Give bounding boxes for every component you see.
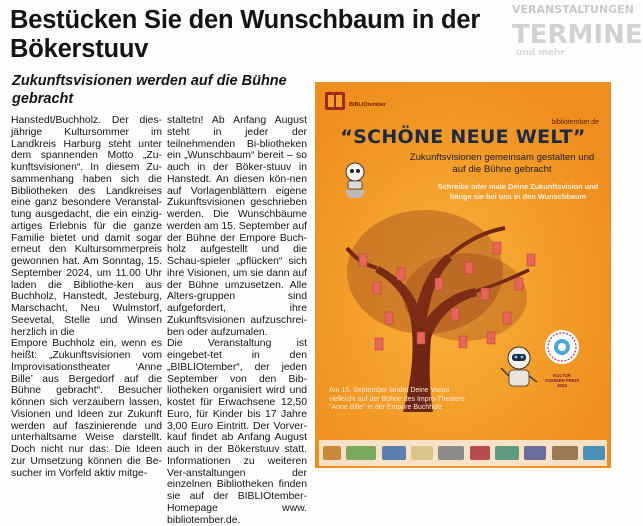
sponsor-logo bbox=[524, 446, 546, 460]
sponsor-logo bbox=[470, 446, 490, 460]
article-column-1: Hanstedt/Buchholz. Der dies-jährige Kultursommer im Landkreis Harburg steht unter dem spannenden Motto „Zu-kunftsvisionen“. In diesem Zu-sammenhang haben sich die Bibliotheken des Landkreises eine ganz besondere Veranstal-tung ausgedacht, die ein einzig-artiges Erlebnis für die ganze Familie bietet und damit sogar erneut den Kultursommerpreis gewonnen hat. Am Sonntag, 15. September 2024, um 11.00 Uhr laden die Bibliothe-ken aus Buchholz, Hanstedt, Jesteburg, Marschacht, Neu Wulmstorf, Seevetal, Stelle und Winsen herzlich in die Empore Buchholz ein, wenn es heißt: „Zukunftsvisionen vom Improvisationstheater ‘Anne Bille’ aus Bergedorf auf die Bühne gebracht“. Besucher können sich verzaubern lassen, Visionen und Ideen zur Zukunft werden auf faszinierende und unterhaltsame Weise darstellt. Doch nicht nur das: Die Ideen zur Umsetzung können die Be-sucher im Vorfeld aktiv mitge- bbox=[11, 115, 162, 479]
sponsor-logo bbox=[552, 446, 578, 460]
poster-subtitle: Zukunftsvisionen gemeinsam gestalten und auf die Bühne gebracht bbox=[409, 152, 595, 175]
wish-card bbox=[385, 312, 393, 324]
article-column-2: staltetn! Ab Anfang August steht in jeder der teilnehmenden Bi-bliotheken ein „Wunschbaum“ bereit – so auch in der Böker-stuuv in Hanstedt. An diesen kön-nen auf Vorlagenblättern eigene Zukunftsvisionen geschrieben werden. Die Wunschbäume werden am 15. September auf der Bühne der Empore Buch-holz aufgestellt und die Schau-spieler „pflücken“ sich ihre Visionen, um sie dann auf der Bühne umzusetzen. Alle Alters-gruppen sind aufgefordert, ihre Zukunftsvisionen aufzuschrei-ben oder aufzumalen. Die Veranstaltung ist eingebet-tet in den „BIBLIOtember“, der jeden September von den Bib-liotheken organisiert wird und kostet für Erwachsene 12,50 Euro, für Kinder bis 17 Jahre 3,00 Euro Eintritt. Der Vorver-kauf findet ab Anfang August auch in der Bökerstuuv statt. Informationen zu weiteren Ver-anstaltungen der einzelnen Bibliotheken finden sie auf der BIBLIOtember-Homepage www. bibliotember.de. bbox=[167, 115, 307, 526]
poster-title: “SCHÖNE NEUE WELT” bbox=[340, 126, 586, 148]
poster-call-to-action: Schreibe oder male Deine Zukunftsvision und hänge sie bei uns in den Wunschbaum bbox=[437, 182, 599, 201]
wish-card bbox=[465, 262, 473, 274]
award-badge-label: KULTUR SOMMER PREIS 2024 bbox=[544, 373, 580, 388]
wish-card bbox=[527, 254, 535, 266]
sponsor-logo bbox=[382, 446, 406, 460]
sponsor-logo bbox=[438, 446, 464, 460]
wish-card bbox=[459, 336, 467, 348]
sponsor-logo bbox=[495, 446, 519, 460]
sponsor-logo bbox=[583, 446, 605, 460]
wish-card bbox=[487, 332, 495, 344]
wish-card bbox=[451, 308, 459, 320]
wish-card bbox=[417, 332, 425, 344]
sponsor-logo bbox=[411, 446, 433, 460]
neighbor-line-3: und mehr bbox=[516, 48, 565, 58]
article-headline: Bestücken Sie den Wunschbaum in der Bökerstuuv bbox=[10, 6, 481, 63]
poster-website: bibliotember.de bbox=[551, 119, 599, 126]
award-badge-icon bbox=[545, 330, 579, 364]
neighbor-page-edge bbox=[506, 0, 643, 58]
poster-brand: BIBLIOtember bbox=[349, 102, 386, 108]
article-subheadline: Zukunftsvisionen werden auf die Bühne gebracht bbox=[12, 73, 287, 107]
wish-card bbox=[435, 278, 443, 290]
sponsor-logos bbox=[323, 443, 605, 463]
wish-card bbox=[515, 278, 523, 290]
neighbor-line-1: VERANSTALTUNGEN bbox=[512, 3, 634, 16]
neighbor-line-2: TERMINE bbox=[512, 20, 643, 50]
sponsor-logo bbox=[323, 446, 341, 460]
wish-card bbox=[481, 288, 489, 300]
wish-card bbox=[373, 282, 381, 294]
wish-card bbox=[503, 312, 511, 324]
poster-event-note: Am 15. September landet Deine Vision vielleicht auf der Bühne des Impro-Theaters "Anne Bille" in der Empore Buchholz bbox=[329, 387, 465, 412]
wish-card bbox=[397, 268, 405, 280]
sponsor-logo bbox=[346, 446, 376, 460]
wish-card bbox=[359, 254, 367, 266]
event-poster bbox=[315, 82, 611, 468]
wish-card bbox=[375, 338, 383, 350]
wish-card bbox=[493, 242, 501, 254]
